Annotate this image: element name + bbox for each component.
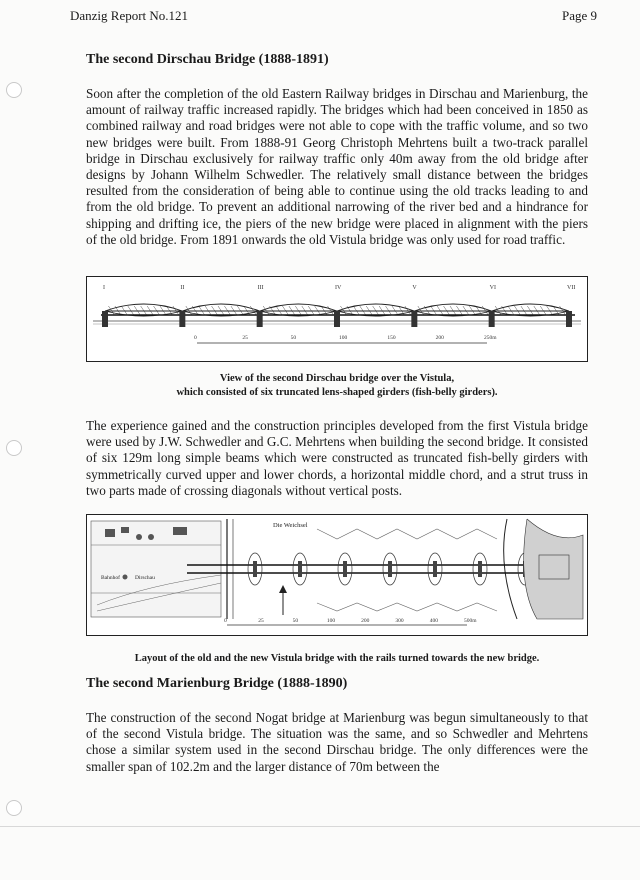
bridge-pier bbox=[253, 561, 257, 577]
report-header: Danzig Report No.121 bbox=[70, 8, 189, 23]
page-number: Page 9 bbox=[562, 8, 598, 23]
scale-label: 150 bbox=[387, 335, 396, 341]
pier-label: V bbox=[412, 285, 417, 291]
bridge-elevation-drawing bbox=[87, 277, 587, 361]
bridge-pier bbox=[298, 561, 302, 577]
town-label: Dirschau bbox=[135, 575, 155, 581]
pier-label: III bbox=[257, 285, 264, 291]
fish-belly-girder bbox=[414, 304, 491, 316]
scale-label: 250m bbox=[484, 335, 497, 341]
scale-label: 300 bbox=[395, 618, 404, 624]
scale-label: 50 bbox=[292, 618, 299, 624]
bridge-layout-map bbox=[86, 514, 588, 636]
fish-belly-girder bbox=[182, 304, 259, 316]
pier-label: VI bbox=[489, 285, 497, 291]
river-label: Die Weichsel bbox=[273, 522, 308, 529]
bridge-pier bbox=[478, 561, 482, 577]
section-title: The second Dirschau Bridge (1888-1891) bbox=[86, 52, 329, 67]
bridge-pier bbox=[102, 311, 108, 327]
scale-label: 100 bbox=[326, 618, 336, 624]
figure-caption-line: which consisted of six truncated lens-shaped girders (fish-belly girders). bbox=[176, 387, 498, 398]
page-edge bbox=[0, 826, 640, 827]
scale-label: 100 bbox=[339, 335, 348, 341]
punch-hole bbox=[6, 800, 22, 816]
bridge-pier bbox=[343, 561, 347, 577]
figure-caption-line: View of the second Dirschau bridge over the Vistula, bbox=[219, 373, 455, 384]
section-title: The second Marienburg Bridge (1888-1890) bbox=[86, 676, 348, 691]
punch-hole bbox=[6, 440, 22, 456]
body-paragraph: The construction of the second Nogat bridge at Marienburg was begun simultaneously to that of the second Vistula bridge. The situation was the same, and so Schwedler and Mehrtens chose a similar system used in the second Dirschau bridge. The only differences were the smaller span of 102.2m and the larger distance of 70m between the bbox=[86, 710, 588, 774]
pier-label: VII bbox=[567, 285, 576, 291]
bridge-pier bbox=[388, 561, 392, 577]
bridge-pier bbox=[257, 311, 263, 327]
fish-belly-girder bbox=[105, 304, 182, 316]
scale-label: 200 bbox=[361, 618, 370, 624]
station-label: Bahnhof bbox=[101, 575, 120, 581]
body-paragraph: Soon after the completion of the old Eastern Railway bridges in Dirschau and Marienburg, the amount of railway traffic increased rapidly. The bridges which had been conceived in 1850 as combined railway and road bridges were not able to cope with the traffic volume, and so two new bridges were built. From 1888-91 Georg Christoph Mehrtens built a two-track parallel bridge in Dirschau exclusively for railway traffic only 40m away from the old bridge after designs by Johann Wilhelm Schwedler. The relatively small distance between the bridges resulted from the consideration of being able to continue using the old tracks leading to and from the old bridge. To prevent an additional narrowing of the river bed and a hindrance for shipping and drifting ice, the piers of the new bridge were placed in alignment with the piers of the old bridge. From 1891 onwards the old Vistula bridge was only used for road traffic. bbox=[86, 86, 588, 247]
fish-belly-girder bbox=[337, 304, 414, 316]
pier-label: II bbox=[180, 285, 185, 291]
pier-label: IV bbox=[335, 285, 342, 291]
bridge-elevation-figure bbox=[86, 276, 588, 362]
scale-label: 25 bbox=[242, 335, 248, 341]
bridge-layout-drawing bbox=[87, 515, 587, 635]
bridge-pier bbox=[489, 311, 495, 327]
bridge-pier bbox=[334, 311, 340, 327]
bridge-pier bbox=[411, 311, 417, 327]
scale-label: 200 bbox=[435, 335, 444, 341]
figure-caption: Layout of the old and the new Vistula bridge with the rails turned towards the new bridge. bbox=[134, 653, 540, 664]
fish-belly-girder bbox=[492, 304, 569, 316]
pier-label: I bbox=[103, 285, 105, 291]
body-paragraph: The experience gained and the construction principles developed from the first Vistula bridge were used by J.W. Schwedler and G.C. Mehrtens when building the second bridge. It consisted of six 129m long simple beams which were constructed as truncated fish-belly girders with symmetrically curved upper and lower chords, a horizontal middle chord, and a strut truss in two parts made of crossing diagonals without vertical posts. bbox=[86, 418, 588, 498]
fish-belly-girder bbox=[260, 304, 337, 316]
scale-label: 0 bbox=[194, 335, 197, 341]
scale-label: 0 bbox=[224, 618, 227, 624]
punch-hole bbox=[6, 82, 22, 98]
bridge-pier bbox=[433, 561, 437, 577]
scale-label: 500m bbox=[464, 618, 477, 624]
bridge-pier bbox=[566, 311, 572, 327]
bridge-pier bbox=[179, 311, 185, 327]
scale-label: 400 bbox=[429, 618, 438, 624]
scale-label: 50 bbox=[290, 335, 297, 341]
scale-label: 25 bbox=[258, 618, 264, 624]
